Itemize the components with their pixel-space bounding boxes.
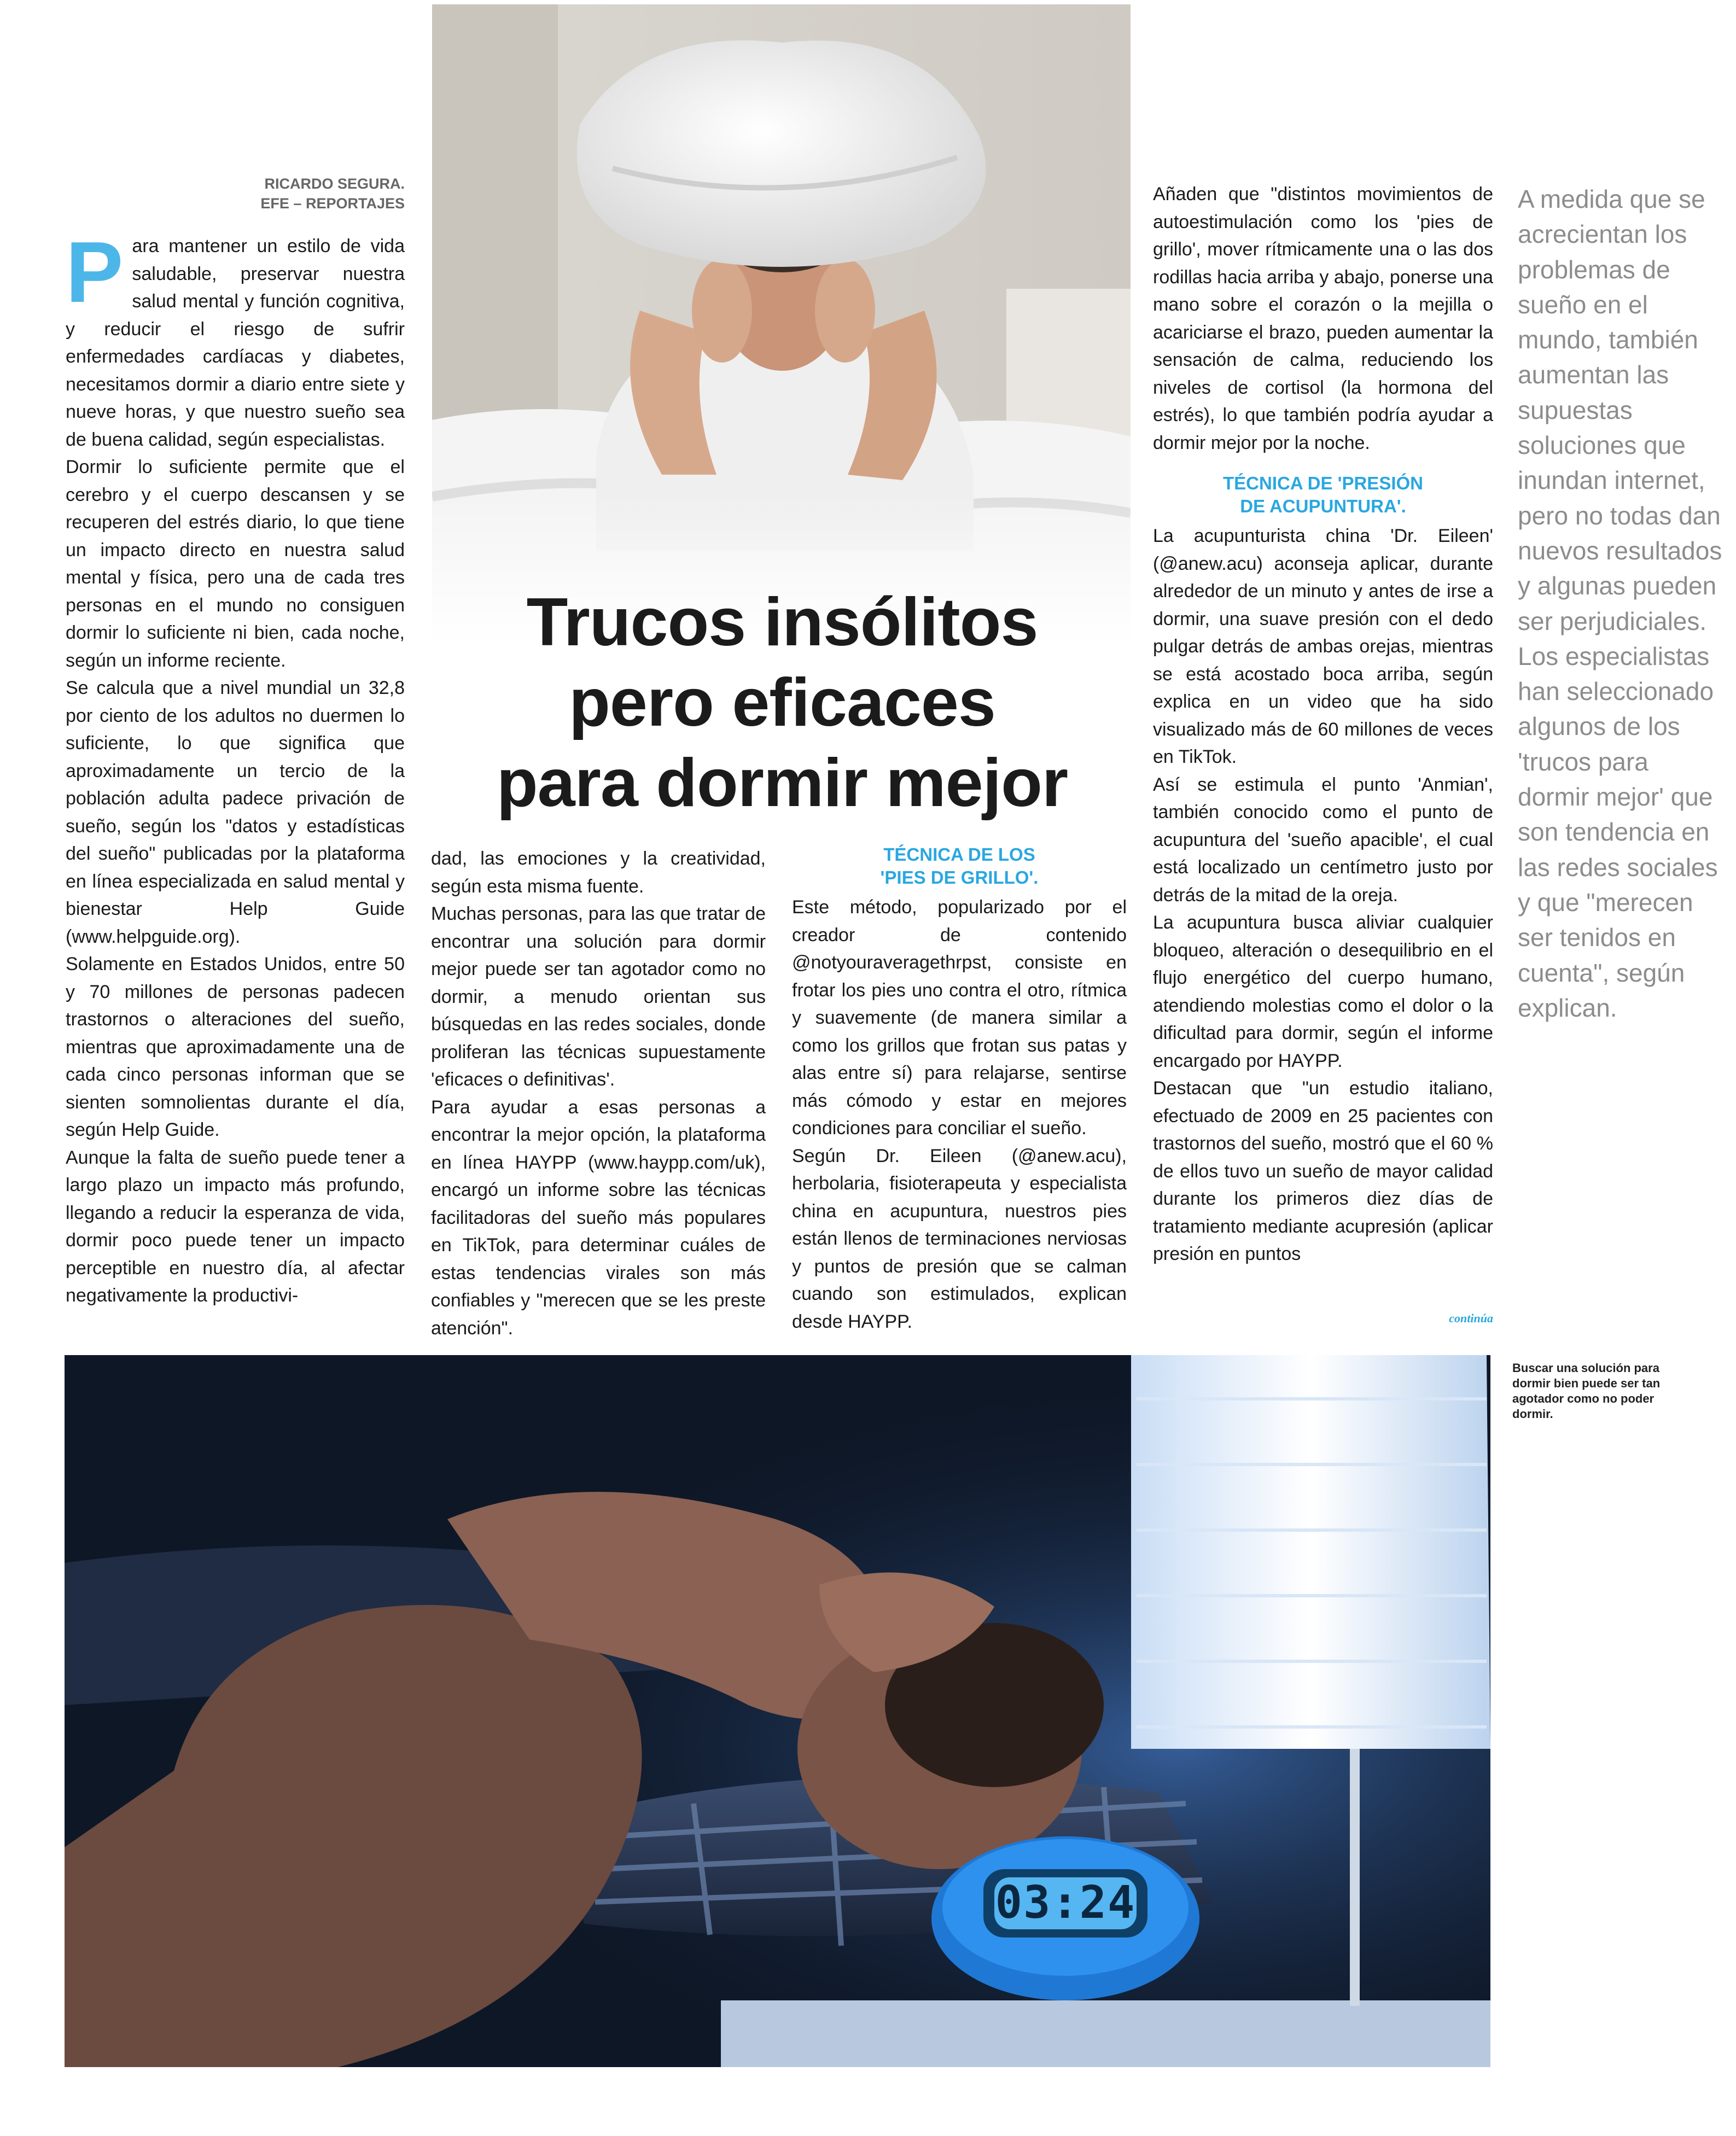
subhead-line-2: 'PIES DE GRILLO'. xyxy=(880,867,1039,888)
col1-paragraph-4: Solamente en Estados Unidos, entre 50 y 70 millones de personas padecen trastornos o alteraciones del sueño, mientras que aproximadamente una de cada cinco personas informan que se sienten somnolientas durante el día, según Help Guide. xyxy=(66,954,405,1140)
continua-label: continúa xyxy=(1449,1311,1493,1325)
byline xyxy=(186,174,405,213)
column-3 xyxy=(792,841,1127,1335)
col1-paragraph-3: Se calcula que a nivel mundial un 32,8 por ciento de los adultos no duermen lo suficiente, lo que significa que aproximadamente un tercio de la población adulta padece privación de sueño, según los "datos y estadísticas del sueño" publicadas por la plataforma en línea especializada en salud mental y bienestar Help Guide (www.helpguide.org). xyxy=(66,678,405,947)
headline-line-1: Trucos insólitos xyxy=(526,585,1038,660)
subhead-pies-de-grillo xyxy=(792,843,1127,889)
col2-paragraph-2: Muchas personas, para las que tratar de encontrar una solución para dormir mejor puede ser tan agotador como no dormir, a menudo orientan sus búsquedas en las redes sociales, donde proliferan las técnicas supuestamente 'eficaces o definitivas'. xyxy=(431,903,766,1090)
col3-paragraph-1: Este método, popularizado por el creador de contenido @notyouraveragethrpst, consiste en frotar los pies uno contra el otro, rítmica y suavemente (de manera similar a como los grillos que frotan sus patas y alas entre sí) para relajarse, sentirse más cómodo y estar en mejores condiciones para conciliar el sueño. xyxy=(792,897,1127,1139)
subhead-line-1: TÉCNICA DE 'PRESIÓN xyxy=(1223,473,1423,493)
column-1 xyxy=(66,224,405,1310)
byline-author: RICARDO SEGURA. xyxy=(264,176,405,192)
man-with-pillow-illustration xyxy=(432,4,1131,645)
headline-line-3: para dormir mejor xyxy=(496,745,1068,821)
top-photo xyxy=(432,4,1131,645)
col1-paragraph-2: Dormir lo suficiente permite que el cerebro y el cuerpo descansen y se recuperen del estrés diario, lo que tiene un impacto directo en nuestra salud mental y física, pero una de cada tres personas en el mundo no consiguen dormir lo suficiente ni bien, cada noche, según un informe reciente. xyxy=(66,457,405,671)
photo-caption: Buscar una solución para dormir bien puede ser tan agotador como no poder dormir. xyxy=(1512,1361,1661,1421)
byline-agency: EFE – REPORTAJES xyxy=(260,195,405,212)
bottom-photo xyxy=(65,1355,1490,2067)
col2-paragraph-1: dad, las emociones y la creatividad, según esta misma fuente. xyxy=(431,848,766,897)
column-2 xyxy=(431,845,766,1342)
subhead-presion-acupuntura xyxy=(1153,472,1493,518)
alarm-clock-display: 03:24 xyxy=(995,1877,1136,1929)
col2-paragraph-3: Para ayudar a esas personas a encontrar la mejor opción, la plataforma en línea HAYPP (www.haypp.com/uk), encargó un informe sobre las técnicas facilitadoras del sueño más populares en TikTok, para determinar cuáles de estas tendencias virales son más confiables y "merecen que se les preste atención". xyxy=(431,1096,766,1339)
col1-paragraph-1: ara mantener un estilo de vida saludable, preservar nuestra salud mental y función cognitiva, y reducir el riesgo de sufrir enfermedades cardíacas y diabetes, necesitamos dormir a diario entre siete y nueve horas, y que nuestro sueño sea de buena calidad, según especialistas. xyxy=(66,236,405,450)
col3-paragraph-2: Según Dr. Eileen (@anew.acu), herbolaria, fisioterapeuta y especialista china en acupuntura, nuestros pies están llenos de terminaciones nerviosas y puntos de presión que se calman cuando son estimulados, explican desde HAYPP. xyxy=(792,1145,1127,1332)
headline-line-2: pero eficaces xyxy=(569,665,995,740)
col4-paragraph-4: La acupuntura busca aliviar cualquier bloqueo, alteración o desequilibrio en el flujo energético del cuerpo humano, atendiendo molestias como el dolor o la dificultad para dormir, según el informe encargado por HAYPP. xyxy=(1153,912,1493,1071)
col4-paragraph-5: Destacan que "un estudio italiano, efectuado de 2009 en 25 pacientes con trastornos del sueño, mostró que el 60 % de ellos tuvo un sueño de mayor calidad durante los primeros diez días de tratamiento mediante acupresión (aplicar presión en puntos xyxy=(1153,1078,1493,1264)
col4-paragraph-2: La acupunturista china 'Dr. Eileen' (@anew.acu) aconseja aplicar, durante alrededor de un minuto y antes de irse a dormir, una suave presión con el dedo pulgar detrás de ambas orejas, mientras se está acostado boca arriba, según explica en un video que ha sido visualizado más de 60 millones de veces en TikTok. xyxy=(1153,526,1493,767)
sleepless-man-illustration xyxy=(65,1355,1490,2067)
subhead-line-2: DE ACUPUNTURA'. xyxy=(1240,496,1406,516)
col4-paragraph-3: Así se estimula el punto 'Anmian', también conocido como el punto de acupuntura del 'sueño apacible', el cual está localizado un centímetro justo por detrás de la mitad de la oreja. xyxy=(1153,774,1493,906)
drop-cap: P xyxy=(66,224,124,320)
column-4 xyxy=(1153,180,1493,1268)
col1-paragraph-5: Aunque la falta de sueño puede tener a largo plazo un impacto más profundo, llegando a reducir la esperanza de vida, dormir poco puede tener un impacto perceptible en nuestro día, al afectar negativamente la productivi- xyxy=(66,1147,405,1306)
subhead-line-1: TÉCNICA DE LOS xyxy=(883,844,1035,865)
sidebar-summary: A medida que se acrecientan los problemas de sueño en el mundo, también aumentan las supuestas soluciones que inundan internet, pero no todas dan nuevos resultados y algunas pueden ser perjudiciales. Los especialistas han seleccionado algunos de los 'trucos para dormir mejor' que son tendencia en las redes sociales y que "merecen ser tenidos en cuenta", según explican. xyxy=(1518,185,1722,1022)
col4-paragraph-1: Añaden que "distintos movimientos de autoestimulación como los 'pies de grillo', mover rítmicamente una o las dos rodillas hacia arriba y abajo, ponerse una mano sobre el corazón o la mejilla o acariciarse el brazo, pueden aumentar la sensación de calma, reduciendo los niveles de cortisol (la hormona del estrés), lo que también podría ayudar a dormir mejor por la noche. xyxy=(1153,184,1493,453)
headline xyxy=(448,582,1116,824)
